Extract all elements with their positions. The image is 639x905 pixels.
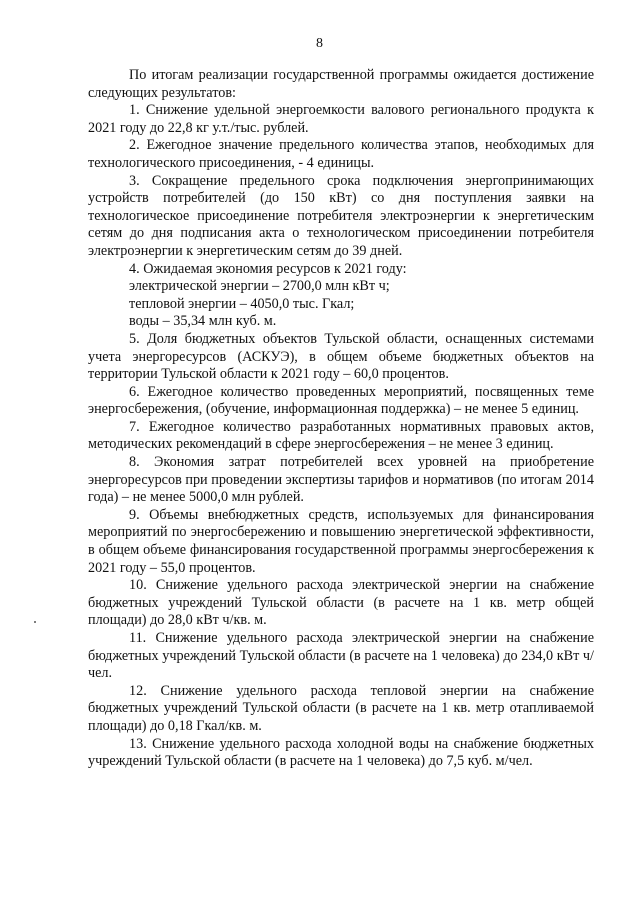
resource-heat: тепловой энергии – 4050,0 тыс. Гкал;	[129, 295, 355, 312]
scan-speck	[34, 621, 36, 623]
result-item-10: 10. Снижение удельного расхода электрической энергии на снабжение бюджетных учреждений Тульской области (в расчете на 1 кв. метр общей площади) до 28,0 кВт ч/кв. м.	[88, 577, 594, 629]
intro-paragraph: По итогам реализации государственной программы ожидается достижение следующих результатов:	[88, 67, 594, 101]
result-item-1: 1. Снижение удельной энергоемкости валового регионального продукта к 2021 году до 22,8 кг у.т./тыс. рублей.	[88, 102, 594, 136]
result-item-6: 6. Ежегодное количество проведенных мероприятий, посвященных теме энергосбережения, (обучение, информационная поддержка) – не менее 5 единиц.	[88, 383, 594, 418]
result-item-2: 2. Ежегодное значение предельного количества этапов, необходимых для технологического присоединения, - 4 единицы.	[88, 137, 594, 171]
result-item-8: 8. Экономия затрат потребителей всех уровней на приобретение энергоресурсов при проведении экспертизы тарифов и нормативов (по итогам 2014 года) – не менее 5000,0 млн рублей.	[88, 454, 594, 506]
resource-electricity: электрической энергии – 2700,0 млн кВт ч;	[129, 278, 390, 295]
result-item-7: 7. Ежегодное количество разработанных нормативных правовых актов, методических рекомендаций в сфере энергосбережения – не менее 3 единиц.	[88, 418, 594, 453]
result-item-4: 4. Ожидаемая экономия ресурсов к 2021 году:	[129, 260, 407, 277]
document-body	[88, 67, 594, 771]
page-number: 8	[316, 36, 323, 51]
result-item-13: 13. Снижение удельного расхода холодной воды на снабжение бюджетных учреждений Тульской области (в расчете на 1 человека) до 7,5 куб. м/чел.	[88, 735, 594, 770]
result-item-12: 12. Снижение удельного расхода тепловой энергии на снабжение бюджетных учреждений Тульской области (в расчете на 1 кв. метр отапливаемой площади) до 0,18 Гкал/кв. м.	[88, 682, 594, 734]
result-item-5: 5. Доля бюджетных объектов Тульской области, оснащенных системами учета энергоресурсов (АСКУЭ), в общем объеме бюджетных объектов на территории Тульской области к 2021 году – 60,0 процентов.	[88, 330, 594, 383]
result-item-9: 9. Объемы внебюджетных средств, используемых для финансирования мероприятий по энергосбережению и повышению энергетической эффективности, в общем объеме финансирования государственной программы энергосбережения к 2021 году – 55,0 процентов.	[88, 506, 594, 576]
result-item-3: 3. Сокращение предельного срока подключения энергопринимающих устройств потребителей (до 150 кВт) со дня поступления заявки на технологическое присоединение потребителя электроэнергии к энергетическим сетям до дня подписания акта о технологическом присоединении потребителя электроэнергии к энергетическим сетям до 39 дней.	[88, 172, 594, 259]
resource-water: воды – 35,34 млн куб. м.	[129, 313, 277, 330]
result-item-11: 11. Снижение удельного расхода электрической энергии на снабжение бюджетных учреждений Тульской области (в расчете на 1 человека) до 234,0 кВт ч/чел.	[88, 630, 594, 682]
